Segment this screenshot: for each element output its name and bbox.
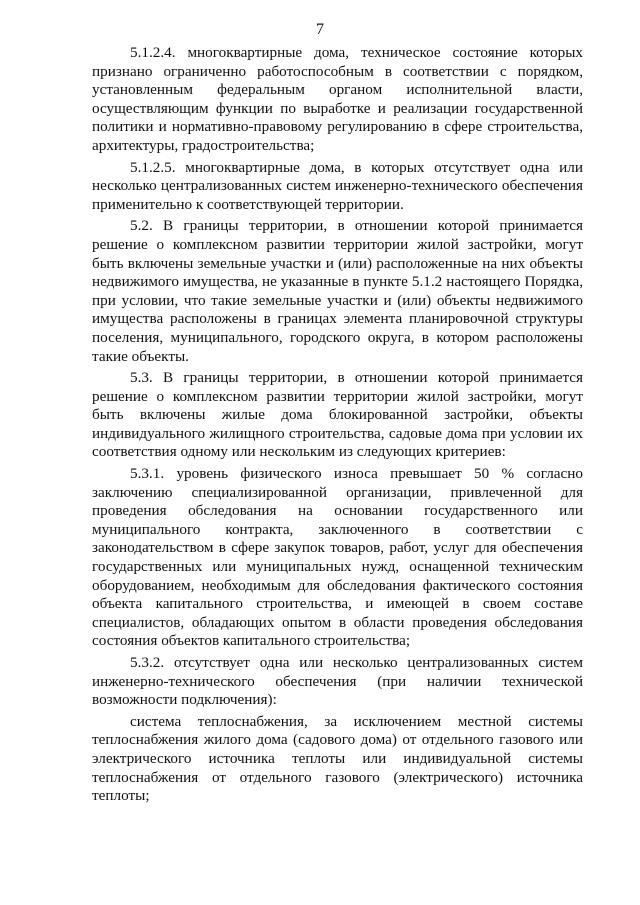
paragraph-5-2: 5.2. В границы территории, в отношении которой принимается решение о комплексном развитии территории жилой застройки, могут быть включены земельные участки и (или) расположенные на них объекты недвижимого имущества, не указанные в пункте 5.1.2 настоящего Порядка, при условии, что такие земельные участки и (или) объекты недвижимого имущества расположены в границах элемента планировочной структуры поселения, муниципального, городского округа, в котором расположены такие объекты. [92,217,583,365]
paragraph-5-3-1: 5.3.1. уровень физического износа превышает 50 % согласно заключению специализированной организации, привлеченной для проведения обследования на основании государственного или муниципального контракта, заключенного в соответствии с законодательством в сфере закупок товаров, работ, услуг для обеспечения государственных или муниципальных нужд, оснащенной техническим оборудованием, необходимым для обследования фактического состояния объекта капитального строительства, и имеющей в своем составе специалистов, обладающих опытом в области проведения обследования состояния объектов капитального строительства; [92,465,583,650]
paragraph-5-3-2: 5.3.2. отсутствует одна или несколько централизованных систем инженерно-технического обеспечения (при наличии технической возможности подключения): [92,654,583,709]
paragraph-5-1-2-5: 5.1.2.5. многоквартирные дома, в которых отсутствует одна или несколько централизованных систем инженерно-технического обеспечения применительно к соответствующей территории. [92,158,583,213]
paragraph-heat-supply: система теплоснабжения, за исключением местной системы теплоснабжения жилого дома (садового дома) от отдельного газового или электрического источника теплоты или индивидуальной системы теплоснабжения от отдельного газового (электрического) источника теплоты; [92,712,583,805]
document-body [92,44,583,806]
paragraph-5-3: 5.3. В границы территории, в отношении которой принимается решение о комплексном развитии территории жилой застройки, могут быть включены жилые дома блокированной застройки, объекты индивидуального жилищного строительства, садовые дома при условии их соответствия одному или нескольким из следующих критериев: [92,369,583,461]
paragraph-5-1-2-4: 5.1.2.4. многоквартирные дома, техническое состояние которых признано ограниченно работоспособным в соответствии с порядком, установленным федеральным органом исполнительной власти, осуществляющим функции по выработке и реализации государственной политики и нормативно-правовому регулированию в сфере строительства, архитектуры, градостроительства; [92,44,583,154]
page-number: 7 [316,21,324,38]
